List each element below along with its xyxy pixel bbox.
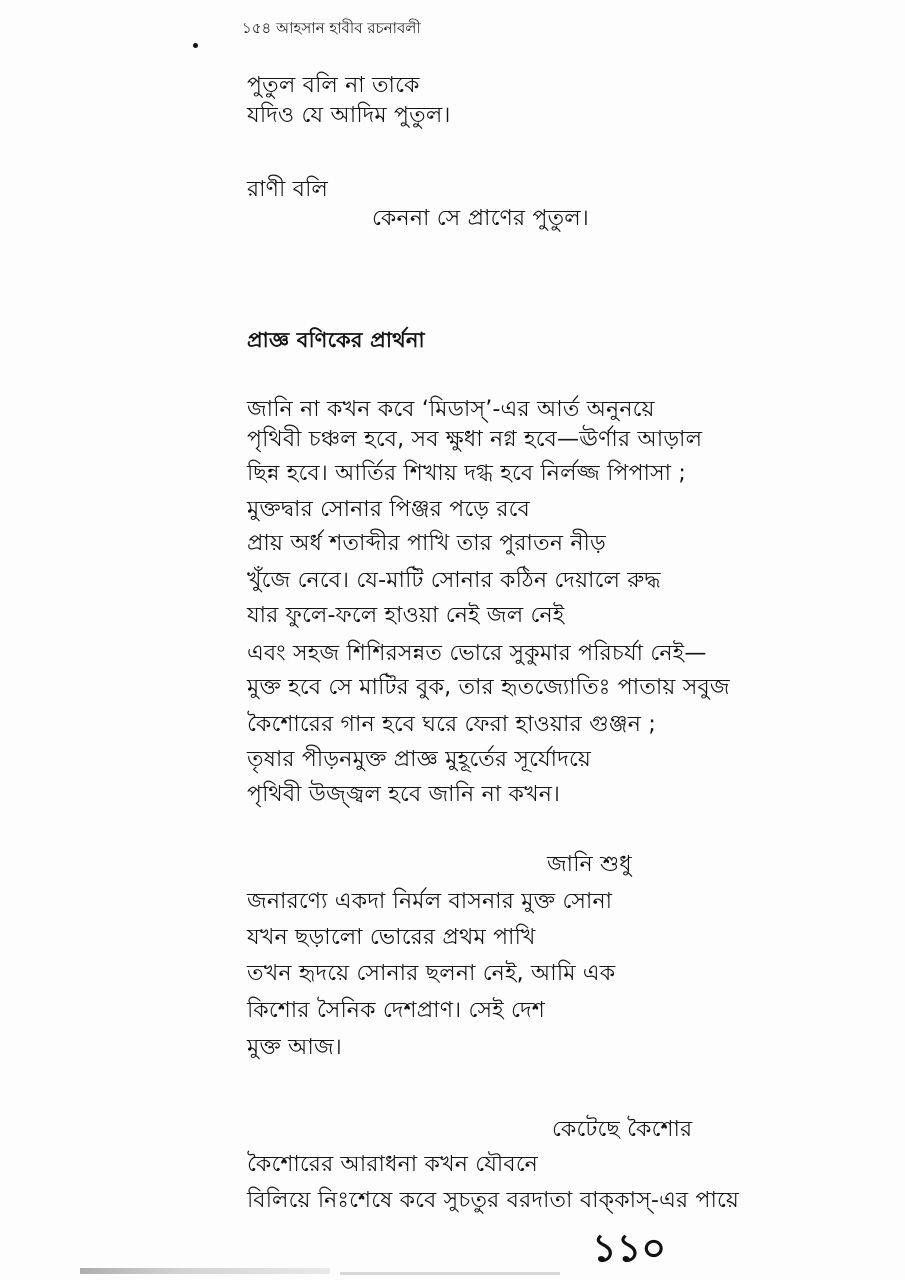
poem-line: কিশোর সৈনিক দেশপ্রাণ। সেই দেশ: [247, 998, 545, 1023]
poem-line: জানি না কখন কবে ‘মিডাস্’-এর আর্ত অনুনয়ে: [247, 397, 655, 422]
poem-line: কৈশোরের আরাধনা কখন যৌবনে: [247, 1152, 539, 1177]
poem-line: যদিও যে আদিম পুতুল।: [247, 103, 451, 128]
poem-line: মুক্ত আজ।: [247, 1035, 342, 1060]
poem-line: মুক্ত হবে সে মাটির বুক, তার হৃতজ্যোতিঃ পাতায় সবুজ: [247, 675, 730, 700]
poem-line: তখন হৃদয়ে সোনার ছলনা নেই, আমি এক: [247, 961, 616, 986]
poem-line: ছিন্ন হবে। আর্তির শিখায় দগ্ধ হবে নির্লজ্জ পিপাসা ;: [247, 461, 687, 486]
stanza-lead: জানি শুধু: [547, 852, 632, 877]
running-header: ১৫৪ আহসান হাবীব রচনাবলী: [242, 19, 421, 37]
poem-line: এবং সহজ শিশিরসন্নত ভোরে সুকুমার পরিচর্যা নেই—: [247, 641, 707, 666]
poem-line: কৈশোরের গান হবে ঘরে ফেরা হাওয়ার গুঞ্জন ;: [247, 712, 656, 737]
poem-line: পুতুল বলি না তাকে: [247, 73, 420, 98]
poem-line: পৃথিবী উজ্জ্বল হবে জানি না কখন।: [247, 782, 561, 807]
scan-edge-shadow: [340, 1272, 560, 1275]
poem-title: প্রাজ্ঞ বণিকের প্রার্থনা: [247, 328, 425, 352]
ink-dot: [193, 43, 198, 48]
poem-line: প্রায় অর্ধ শতাব্দীর পাখি তার পুরাতন নীড়: [247, 531, 606, 556]
poem-line: যার ফুলে-ফলে হাওয়া নেই জল নেই: [247, 603, 565, 628]
stanza-lead: কেটেছে কৈশোর: [552, 1117, 693, 1142]
poem-line: কেননা সে প্রাণের পুতুল।: [372, 206, 589, 231]
poem-line: মুক্তদ্বার সোনার পিঞ্জর পড়ে রবে: [247, 497, 530, 522]
poem-line: যখন ছড়ালো ভোরের প্রথম পাখি: [247, 925, 536, 950]
poem-line: রাণী বলি: [247, 177, 329, 202]
poem-line: তৃষার পীড়নমুক্ত প্রাজ্ঞ মুহূর্তের সূর্যোদয়ে: [247, 747, 592, 772]
poem-line: পৃথিবী চঞ্চল হবে, সব ক্ষুধা নগ্ন হবে—ঊর্ণার আড়াল: [247, 427, 703, 452]
poem-line: খুঁজে নেবে। যে-মাটি সোনার কঠিন দেয়ালে রুদ্ধ: [247, 568, 661, 593]
poem-line: জনারণ্যে একদা নির্মল বাসনার মুক্ত সোনা: [247, 889, 613, 914]
scan-edge-shadow: [80, 1268, 330, 1274]
page-number: ১১০: [592, 1226, 667, 1270]
poem-line: বিলিয়ে নিঃশেষে কবে সুচতুর বরদাতা বাক্‌কাস্‌-এর পায়ে: [247, 1188, 740, 1213]
